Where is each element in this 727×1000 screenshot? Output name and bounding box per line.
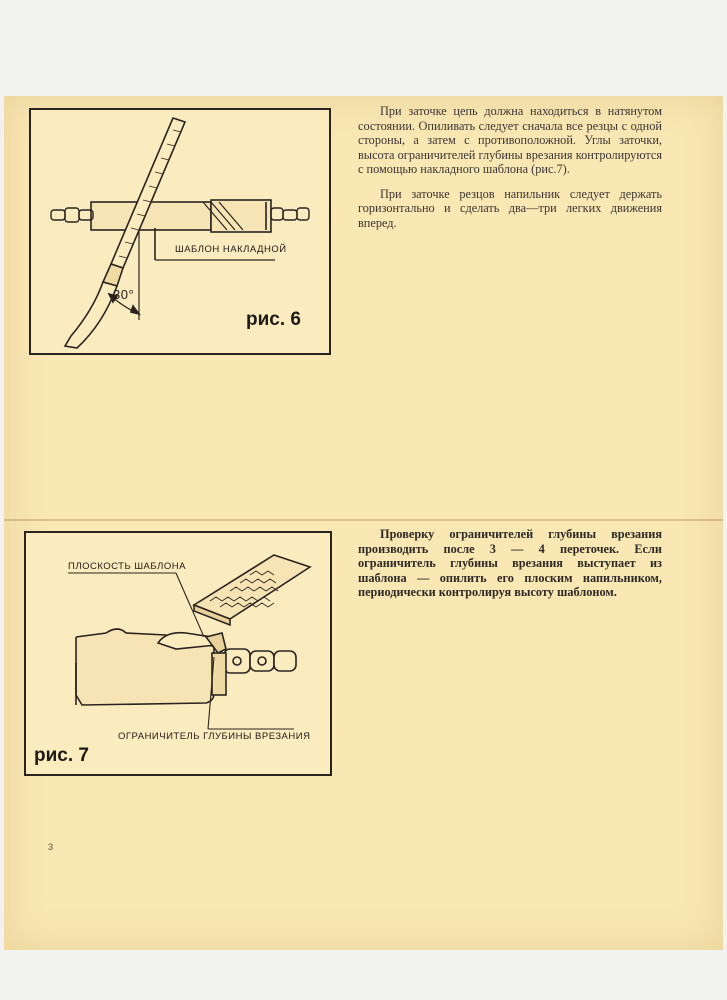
template-label: ШАБЛОН НАКЛАДНОЙ xyxy=(175,244,287,255)
depth-limiter-label: ОГРАНИЧИТЕЛЬ ГЛУБИНЫ ВРЕЗАНИЯ xyxy=(118,731,311,742)
paragraph: Проверку ограничителей глубины врезания производить после 3 — 4 переточек. Если ограничитель глубины врезания выступает из шаблона — опилить его плоским напильником, периодически контролируя высоту шаблоном. xyxy=(358,527,662,599)
template-plane-label: ПЛОСКОСТЬ ШАБЛОНА xyxy=(68,561,186,572)
figure-6-caption: рис. 6 xyxy=(246,309,301,330)
paragraph: При заточке резцов напильник следует держать горизонтально и сделать два—три легких движения вперед. xyxy=(358,186,662,230)
instruction-text-top xyxy=(358,104,662,240)
figure-6 xyxy=(29,108,331,355)
fold-line xyxy=(4,519,723,521)
instruction-text-bottom xyxy=(358,527,662,610)
figure-7-caption: рис. 7 xyxy=(34,745,89,766)
paragraph: При заточке цепь должна находиться в натянутом состоянии. Опиливать следует сначала все резцы с одной стороны, а затем с противоположной. Углы заточки, высота ограничителей глубины врезания контролируются с помощью накладного шаблона (рис.7). xyxy=(358,104,662,176)
page-number: 3 xyxy=(48,842,54,852)
angle-label: 30° xyxy=(113,287,135,302)
figure-7 xyxy=(24,531,332,776)
